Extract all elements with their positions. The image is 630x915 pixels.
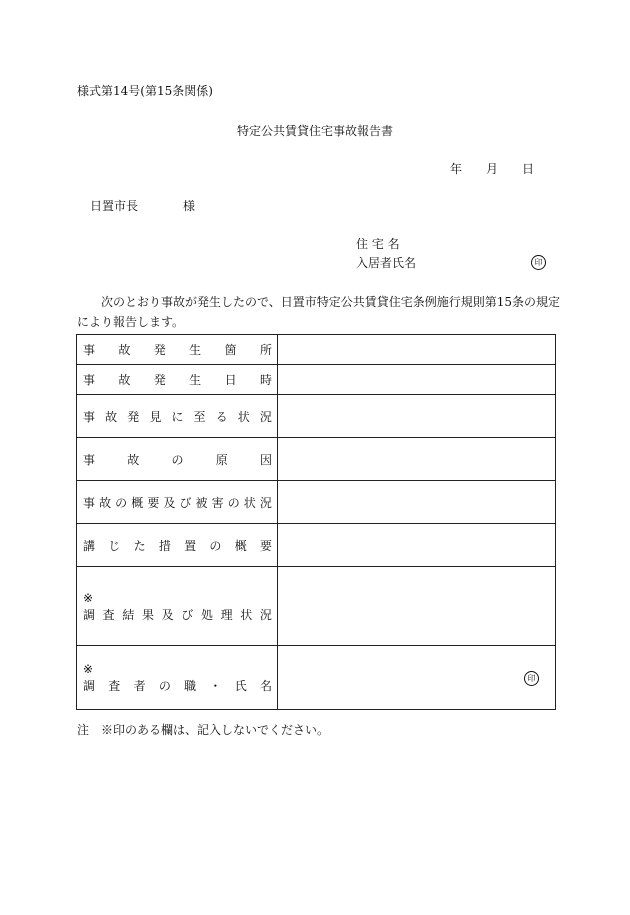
label-char: 事 [83,452,96,467]
label-char: 調 [83,607,96,622]
label-char: 調 [83,679,96,693]
date-year-label: 年 [450,162,463,176]
label-char: 故 [127,452,140,467]
label-char: 事 [83,373,96,387]
label-char: の [227,495,240,510]
row-label [77,438,278,481]
label-char: 事 [83,343,96,357]
label-char: 講 [83,538,96,553]
label-char: 況 [259,495,272,510]
label-char: の [171,452,184,467]
report-table [76,334,556,710]
row-value-cell[interactable] [278,567,556,646]
resident-seal-mark: 印 [531,255,546,270]
label-char: 状 [240,607,253,622]
label-char: 措 [158,538,171,553]
inspector-seal-mark: 印 [524,671,539,686]
label-char: 故 [99,495,112,510]
label-char: 結 [122,607,135,622]
house-name-label: 住 宅 名 [356,237,400,251]
label-char: 事 [83,409,96,424]
row-label [77,395,278,438]
footnote: 注 ※印のある欄は、記入しないでください。 [77,723,330,737]
form-number: 様式第14号(第15条関係) [77,84,213,98]
row-label-text [83,677,272,694]
label-char: の [209,538,222,553]
label-char: 置 [184,538,197,553]
resident-name-label: 入居者氏名 [356,256,417,270]
label-char: 至 [193,409,206,424]
report-statement: 次のとおり事故が発生したので、日置市特定公共賃貸住宅条例施行規則第15条の規定により報告します。 [77,295,561,329]
label-char: 況 [259,607,272,622]
label-char: 者 [133,679,146,693]
table-row [77,567,556,646]
row-label-text [83,494,272,511]
row-label-text [83,451,272,468]
label-char: 生 [189,343,202,357]
row-value-cell[interactable] [278,524,556,567]
row-label [77,646,278,710]
label-char: 被 [195,495,208,510]
row-mark: ※ [83,590,94,605]
row-value-cell[interactable] [278,438,556,481]
row-value-cell[interactable] [278,481,556,524]
label-char: 故 [118,343,131,357]
label-char: 生 [189,373,202,387]
label-char: る [215,409,228,424]
row-value-cell[interactable] [278,395,556,438]
label-char: 要 [147,495,160,510]
label-char: 害 [211,495,224,510]
label-char: 果 [141,607,154,622]
row-label-text [83,606,272,623]
label-char: び [181,607,194,622]
label-char: び [179,495,192,510]
label-char: 職 [184,679,197,693]
label-char: の [115,495,128,510]
label-char: 氏 [234,679,247,693]
label-char: 故 [105,409,118,424]
label-char: 概 [131,495,144,510]
date-month-label: 月 [486,162,499,176]
label-char: の [158,679,171,693]
document-title: 特定公共賃貸住宅事故報告書 [236,124,393,138]
label-char: じ [108,538,121,553]
label-char: 況 [259,409,272,424]
label-char: 所 [259,343,272,357]
table-row [77,438,556,481]
label-char: 原 [215,452,228,467]
table-row [77,646,556,710]
label-char: 発 [153,343,166,357]
row-label [77,481,278,524]
label-char: 査 [102,607,115,622]
label-char: 理 [220,607,233,622]
row-label [77,524,278,567]
label-char: に [171,409,184,424]
label-char: 及 [161,607,174,622]
row-label-text [83,371,272,388]
label-char: 要 [259,538,272,553]
label-char: 概 [234,538,247,553]
row-value-cell[interactable] [278,335,556,365]
label-char: 状 [243,495,256,510]
row-value-cell[interactable] [278,646,556,710]
label-char: ・ [209,679,222,693]
row-value-cell[interactable] [278,365,556,395]
table-row [77,365,556,395]
row-label [77,365,278,395]
table-row [77,335,556,365]
addressee-name: 日置市長 [90,199,139,213]
row-label [77,335,278,365]
row-mark: ※ [83,662,94,676]
label-char: 事 [83,495,96,510]
label-char: 因 [259,452,272,467]
label-char: 時 [259,373,272,387]
addressee-honorific: 様 [183,199,196,213]
row-label [77,567,278,646]
table-row [77,395,556,438]
row-label-text [83,408,272,425]
label-char: 名 [259,679,272,693]
label-char: 状 [237,409,250,424]
row-label-text [83,341,272,358]
label-char: 見 [149,409,162,424]
date-day-label: 日 [522,162,535,176]
label-char: た [133,538,146,553]
label-char: 及 [163,495,176,510]
label-char: 査 [108,679,121,693]
label-char: 処 [200,607,213,622]
label-char: 発 [153,373,166,387]
label-char: 発 [127,409,140,424]
label-char: 故 [118,373,131,387]
table-row [77,481,556,524]
label-char: 日 [224,373,237,387]
label-char: 箇 [224,343,237,357]
table-row [77,524,556,567]
row-label-text [83,537,272,554]
